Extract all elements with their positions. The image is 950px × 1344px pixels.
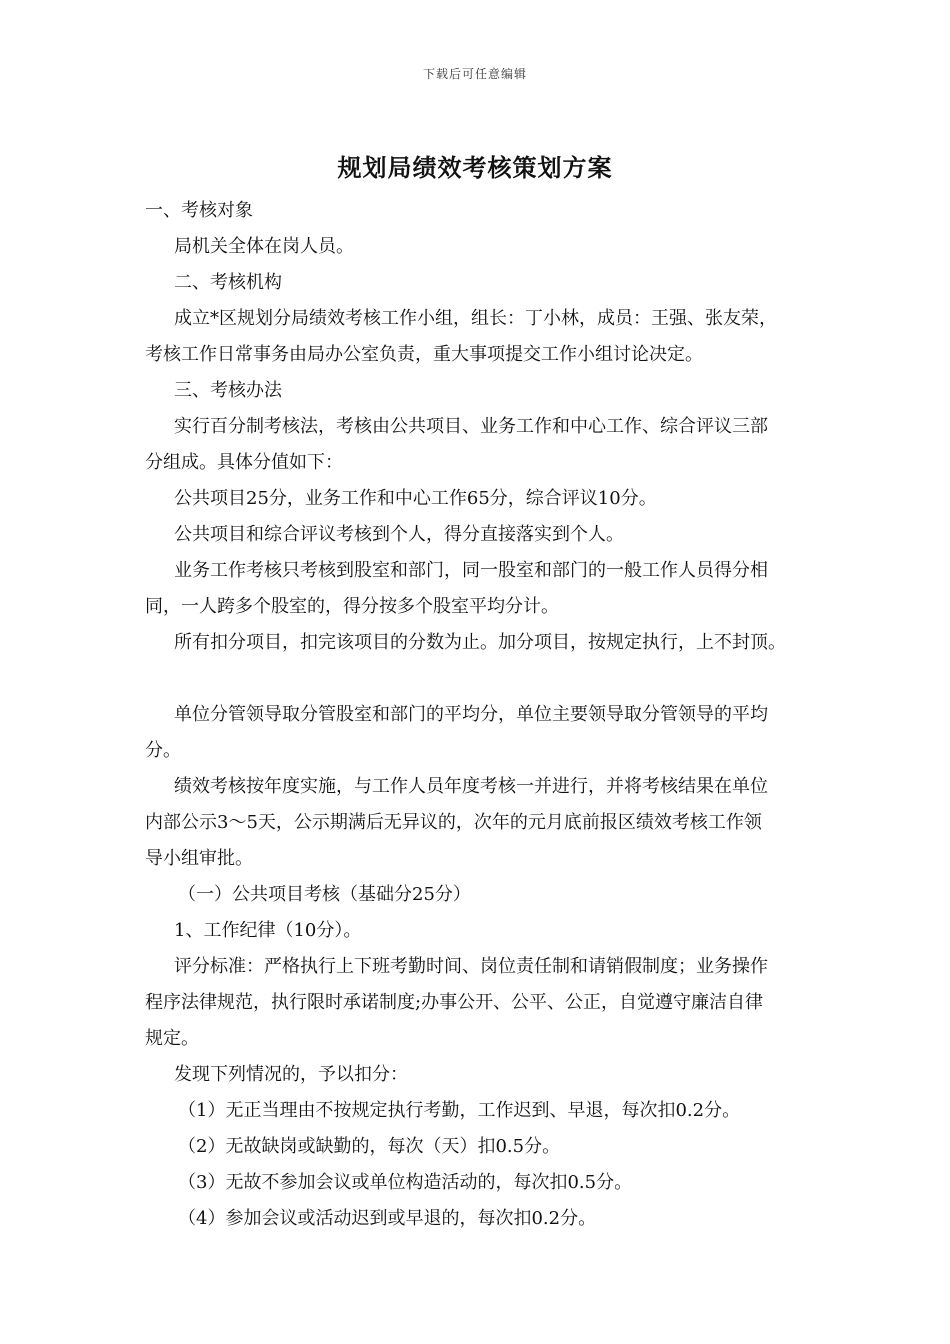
paragraph-line: 公共项目25分，业务工作和中心工作65分，综合评议10分。	[174, 488, 657, 509]
paragraph-line: 实行百分制考核法，考核由公共项目、业务工作和中心工作、综合评议三部	[174, 416, 768, 437]
paragraph-line: 分组成。具体分值如下：	[145, 452, 343, 473]
paragraph-line: 评分标准：严格执行上下班考勤时间、岗位责任制和请销假制度；业务操作	[174, 956, 768, 977]
section-heading-methods: 三、考核办法	[174, 380, 282, 401]
list-item: （1）无正当理由不按规定执行考勤，工作迟到、早退，每次扣0.2分。	[178, 1100, 741, 1121]
paragraph-line: 发现下列情况的，予以扣分：	[174, 1064, 408, 1085]
paragraph-line: 程序法律规范，执行限时承诺制度;办事公开、公平、公正，自觉遵守廉洁自律	[145, 992, 764, 1013]
page-title: 规划局绩效考核策划方案	[337, 154, 613, 182]
item-heading-discipline: 1、工作纪律（10分）。	[174, 920, 362, 941]
paragraph-line: 成立*区规划分局绩效考核工作小组，组长：丁小林，成员：王强、张友荣，	[174, 308, 777, 329]
list-item: （2）无故缺岗或缺勤的，每次（天）扣0.5分。	[178, 1136, 561, 1157]
paragraph-line: 绩效考核按年度实施，与工作人员年度考核一并进行，并将考核结果在单位	[174, 776, 768, 797]
paragraph-line: 所有扣分项目，扣完该项目的分数为止。加分项目，按规定执行，上不封顶。	[174, 632, 786, 653]
subsection-heading-public-items: （一）公共项目考核（基础分25分）	[178, 884, 471, 905]
paragraph-line: 公共项目和综合评议考核到个人，得分直接落实到个人。	[174, 524, 624, 545]
blank-line	[145, 661, 825, 697]
paragraph-line: 同，一人跨多个股室的，得分按多个股室平均分计。	[145, 596, 559, 617]
section-heading-objects: 一、考核对象	[145, 200, 253, 221]
list-item: （3）无故不参加会议或单位构造活动的，每次扣0.5分。	[178, 1172, 633, 1193]
header-note: 下载后可任意编辑	[422, 67, 527, 81]
list-item: （4）参加会议或活动迟到或早退的，每次扣0.2分。	[178, 1208, 597, 1229]
paragraph-line: 分。	[145, 740, 181, 761]
paragraph-line: 业务工作考核只考核到股室和部门，同一股室和部门的一般工作人员得分相	[174, 560, 768, 581]
paragraph-line: 单位分管领导取分管股室和部门的平均分，单位主要领导取分管领导的平均	[174, 704, 768, 725]
paragraph-line: 内部公示3～5天，公示期满后无异议的，次年的元月底前报区绩效考核工作领	[145, 812, 762, 833]
document-body	[145, 193, 825, 1237]
paragraph-line: 导小组审批。	[145, 848, 253, 869]
paragraph-line: 考核工作日常事务由局办公室负责，重大事项提交工作小组讨论决定。	[145, 344, 703, 365]
paragraph-line: 局机关全体在岗人员。	[174, 236, 354, 257]
section-heading-organization: 二、考核机构	[174, 272, 282, 293]
paragraph-line: 规定。	[145, 1028, 199, 1049]
